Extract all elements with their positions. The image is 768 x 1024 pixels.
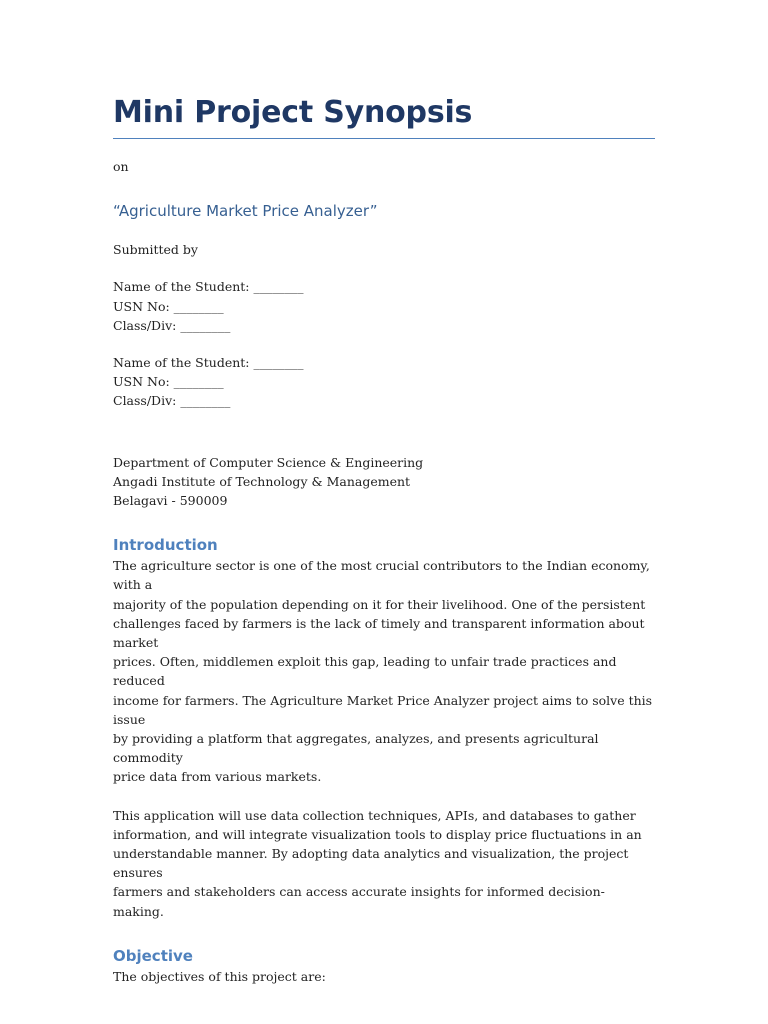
paragraph-line: prices. Often, middlemen exploit this gap, leading to unfair trade practices and reduced xyxy=(113,654,617,689)
document-content xyxy=(113,92,655,986)
objective-heading: Objective xyxy=(113,946,193,965)
paragraph-line: challenges faced by farmers is the lack of timely and transparent information about market xyxy=(113,615,645,651)
student-name-field: Name of the Student: ________ xyxy=(113,355,304,371)
student-block-1 xyxy=(113,277,655,335)
document-title: Mini Project Synopsis xyxy=(113,92,655,139)
student-name-field: Name of the Student: ________ xyxy=(113,279,304,295)
paragraph-line: majority of the population depending on it for their livelihood. One of the persistent xyxy=(113,596,646,612)
introduction-body xyxy=(113,556,655,921)
paragraph-line: information, and will integrate visualization tools to display price fluctuations in an xyxy=(113,826,642,842)
paragraph-line: price data from various markets. xyxy=(113,769,322,785)
paragraph-line: income for farmers. The Agriculture Market Price Analyzer project aims to solve this issue xyxy=(113,692,653,727)
department-block xyxy=(113,453,655,511)
objective-intro: The objectives of this project are: xyxy=(113,968,326,984)
student-block-2 xyxy=(113,353,655,411)
institute-name: Angadi Institute of Technology & Management xyxy=(113,473,411,489)
paragraph-line: understandable manner. By adopting data analytics and visualization, the project ensures xyxy=(113,846,629,881)
introduction-paragraph-1 xyxy=(113,556,655,786)
student-usn-field: USN No: ________ xyxy=(113,374,224,390)
project-title: “Agriculture Market Price Analyzer” xyxy=(113,202,378,221)
paragraph-line: The agriculture sector is one of the most crucial contributors to the Indian economy, with a xyxy=(113,558,650,593)
introduction-heading: Introduction xyxy=(113,536,218,555)
paragraph-line: This application will use data collection techniques, APIs, and databases to gather xyxy=(113,807,636,823)
student-class-field: Class/Div: ________ xyxy=(113,317,231,333)
student-usn-field: USN No: ________ xyxy=(113,298,224,314)
submitted-by-label: Submitted by xyxy=(113,242,198,258)
introduction-paragraph-2 xyxy=(113,806,655,921)
on-text: on xyxy=(113,159,129,174)
paragraph-line: farmers and stakeholders can access accurate insights for informed decision-making. xyxy=(113,884,605,919)
student-class-field: Class/Div: ________ xyxy=(113,393,231,409)
institute-location: Belagavi - 590009 xyxy=(113,493,228,509)
paragraph-line: by providing a platform that aggregates, analyzes, and presents agricultural commodity xyxy=(113,731,599,766)
department-name: Department of Computer Science & Engineering xyxy=(113,454,424,470)
